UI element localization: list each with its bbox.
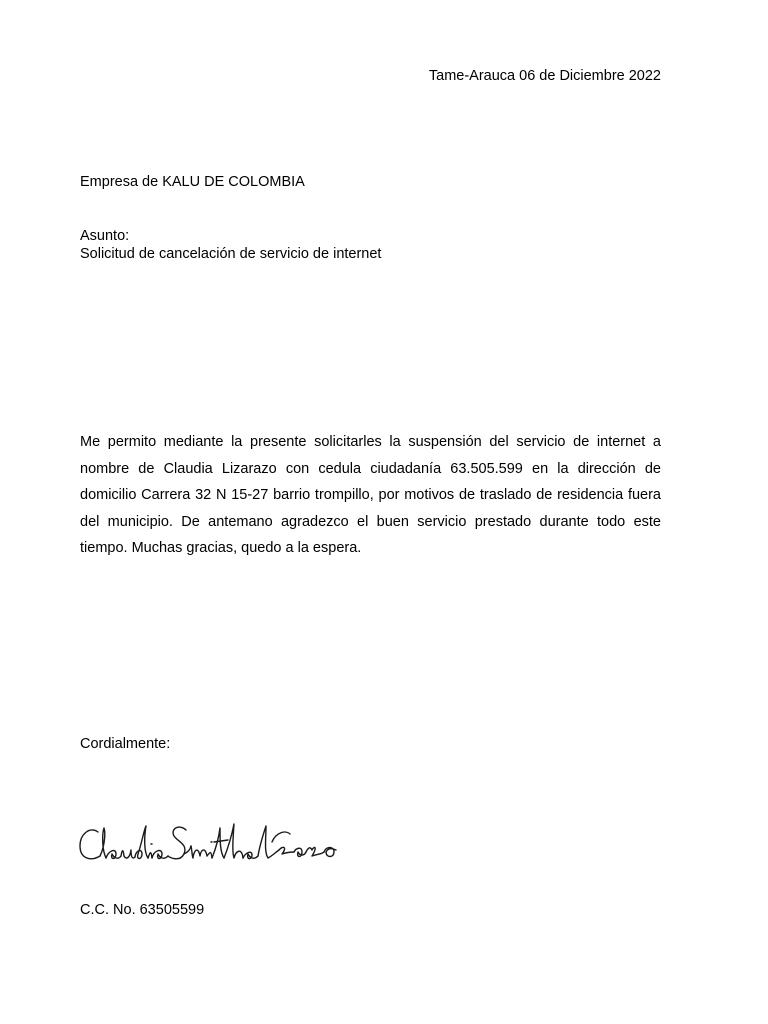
closing: Cordialmente: — [80, 736, 171, 752]
recipient: Empresa de KALU DE COLOMBIA — [80, 174, 305, 190]
subject-text: Solicitud de cancelación de servicio de internet — [80, 246, 382, 262]
place-date: Tame-Arauca 06 de Diciembre 2022 — [428, 68, 661, 84]
letter-body: Me permito mediante la presente solicitarles la suspensión del servicio de internet a nombre de Claudia Lizarazo con cedula ciudadanía 63.505.599 en la dirección de domicilio Carrera 32 N 15-27 barrio trompillo, por motivos de traslado de residencia fuera del municipio. De antemano agradezco el buen servicio prestado durante todo este tiempo. Muchas gracias, quedo a la espera. — [80, 434, 661, 557]
handwritten-signature — [76, 812, 341, 872]
subject-label: Asunto: — [80, 228, 130, 244]
id-number: C.C. No. 63505599 — [80, 902, 205, 918]
